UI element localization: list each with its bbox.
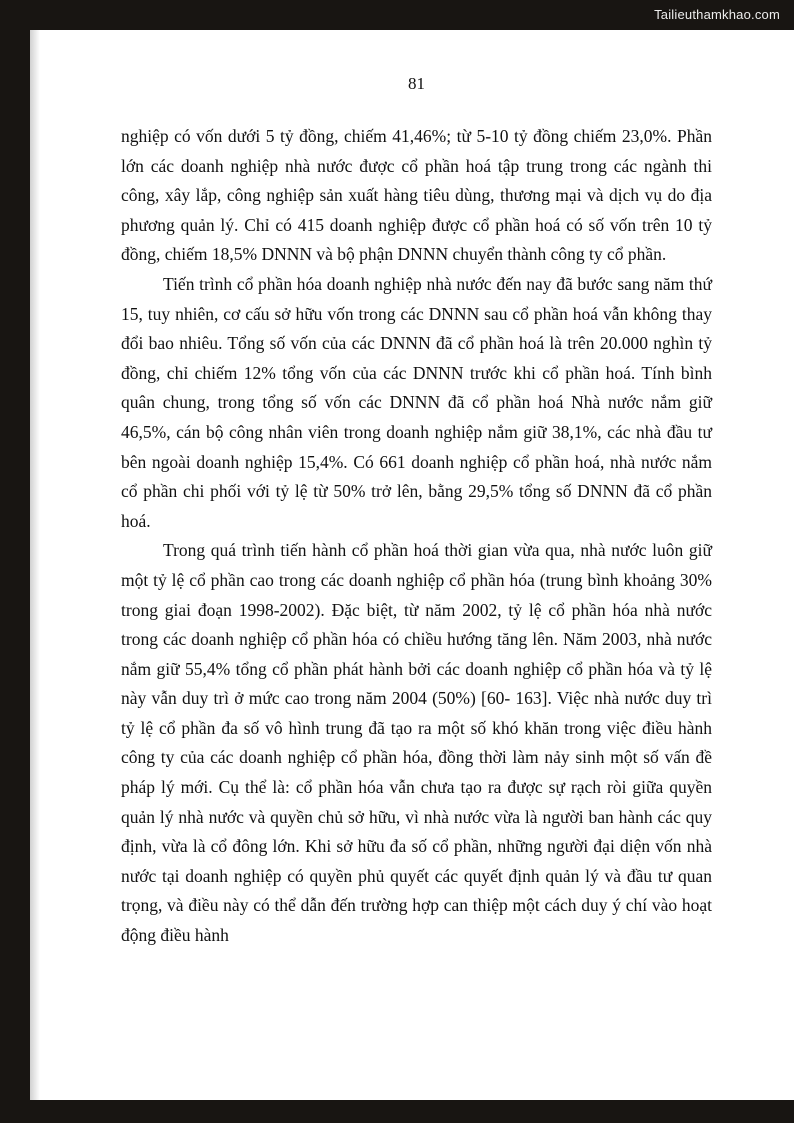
scan-border-top (0, 0, 794, 30)
watermark: Tailieuthamkhao.com (654, 7, 780, 22)
page-number: 81 (408, 74, 425, 93)
scan-border-left (0, 0, 30, 1123)
paragraph: nghiệp có vốn dưới 5 tỷ đồng, chiếm 41,46%; từ 5-10 tỷ đồng chiếm 23,0%. Phần lớn các doanh nghiệp nhà nước được cổ phần hoá tập trung trong các ngành thi công, xây lắp, công nghiệp sản xuất hàng tiêu dùng, thương mại và dịch vụ do địa phương quản lý. Chỉ có 415 doanh nghiệp được cổ phần hoá có số vốn trên 10 tỷ đồng, chiếm 18,5% DNNN và bộ phận DNNN chuyển thành công ty cổ phần. (121, 126, 712, 265)
scan-border-bottom (0, 1100, 794, 1123)
paragraph: Tiến trình cổ phần hóa doanh nghiệp nhà nước đến nay đã bước sang năm thứ 15, tuy nhiên, cơ cấu sở hữu vốn trong các DNNN sau cổ phần hoá vẫn không thay đổi bao nhiêu. Tổng số vốn của các DNNN đã cổ phần hoá là trên 20.000 nghìn tỷ đồng, chỉ chiếm 12% tổng vốn của các DNNN trước khi cổ phần hoá. Tính bình quân chung, trong tổng số vốn các DNNN đã cổ phần hoá Nhà nước nắm giữ 46,5%, cán bộ công nhân viên trong doanh nghiệp nắm giữ 38,1%, các nhà đầu tư bên ngoài doanh nghiệp 15,4%. Có 661 doanh nghiệp cổ phần hoá, nhà nước nắm cổ phần chi phối với tỷ lệ từ 50% trở lên, bằng 29,5% tổng số DNNN đã cổ phần hoá. (121, 273, 712, 531)
page-body (121, 122, 712, 951)
paragraph: Trong quá trình tiến hành cổ phần hoá thời gian vừa qua, nhà nước luôn giữ một tỷ lệ cổ phần cao trong các doanh nghiệp cổ phần hóa (trung bình khoảng 30% trong giai đoạn 1998-2002). Đặc biệt, từ năm 2002, tỷ lệ cổ phần hóa nhà nước trong các doanh nghiệp cổ phần hóa có chiều hướng tăng lên. Năm 2003, nhà nước nắm giữ 55,4% tổng cổ phần phát hành bởi các doanh nghiệp cổ phần hóa và tỷ lệ này vẫn duy trì ở mức cao trong năm 2004 (50%) [60- 163]. Việc nhà nước duy trì tỷ lệ cổ phần đa số vô hình trung đã tạo ra một số khó khăn trong việc điều hành công ty của các doanh nghiệp cổ phần hóa, đồng thời làm nảy sinh một số vấn đề pháp lý mới. Cụ thể là: cổ phần hóa vẫn chưa tạo ra được sự rạch ròi giữa quyền quản lý nhà nước và quyền chủ sở hữu, vì nhà nước vừa là người ban hành các quy định, vừa là cổ đông lớn. Khi sở hữu đa số cổ phần, những người đại diện vốn nhà nước tại doanh nghiệp có quyền phủ quyết các quyết định quản lý và đầu tư quan trọng, và điều này có thể dẫn đến trường hợp can thiệp một cách duy ý chí vào hoạt động điều hành (121, 540, 712, 946)
scan-shadow (30, 30, 40, 1100)
